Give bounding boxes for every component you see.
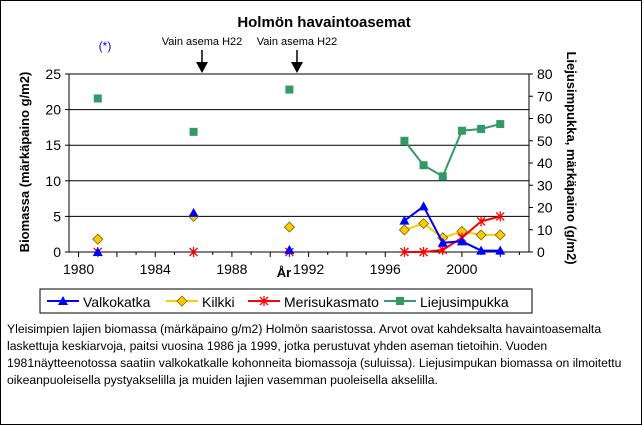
annotation-arrow-1986: [196, 50, 208, 73]
kilkki-point: [495, 230, 505, 240]
right-axis-ticks: [529, 66, 553, 260]
x-tick-label: 1988: [216, 261, 248, 277]
x-tick-label: 2000: [446, 261, 478, 277]
y-axis-label-right: Liejusimpukka, märkäpaino (g/m2): [564, 51, 579, 265]
liejusimpukka-line: [404, 124, 500, 176]
x-tick-label: 1984: [139, 261, 171, 277]
x-tick-label: 1980: [63, 261, 95, 277]
liejusimpukka-point: [400, 137, 408, 145]
kilkki-point: [284, 222, 294, 232]
figure-caption: [7, 321, 633, 389]
kilkki-point: [476, 230, 486, 240]
left-tick-label: 5: [53, 208, 61, 225]
liejusimpukka-point: [439, 172, 447, 180]
valkokatka-point: [419, 201, 429, 210]
right-tick-label: 50: [537, 132, 553, 149]
left-tick-label: 10: [45, 172, 61, 189]
grid-lines: [69, 74, 529, 216]
liejusimpukka-point: [94, 94, 102, 102]
right-tick-label: 70: [537, 88, 553, 105]
x-tick-label: 1996: [369, 261, 401, 277]
liejusimpukka-point: [496, 120, 504, 128]
chart-title: Holmön havaintoasemat: [237, 14, 411, 31]
left-tick-label: 20: [45, 101, 61, 118]
annotation-arrow-1991: [291, 50, 303, 73]
right-tick-label: 60: [537, 110, 553, 127]
right-tick-label: 20: [537, 199, 553, 216]
right-tick-label: 40: [537, 155, 553, 171]
kilkki-point: [93, 234, 103, 244]
legend-label-kilkki: Kilkki: [202, 294, 235, 310]
caption-text: Yleisimpien lajien biomassa (märkäpaino g/m2) Holmön saaristossa. Arvot ovat kahdeksalta havaintoasemalta laskettuja keskiarvoja, paitsi vuosina 1986 ja 1999, jotka perustuvat yhden aseman tietoihin. Vuoden 1981näytteenotossa saatiin valkokatkalle kohonneita biomassoja (suluissa). Liejusimpukan biomassa on ilmoitettu oikeanpuoleisella pystyakselilla ja muiden lajien vasemman puoleisella akselilla.: [7, 322, 622, 387]
legend-label-merisukasmato: Merisukasmato: [284, 294, 379, 310]
annotation-1991: Vain asema H22: [256, 36, 338, 48]
legend-label-valkokatka: Valkokatka: [83, 294, 151, 310]
y-axis-label: Biomassa (märkäpaino g/m2): [17, 71, 32, 253]
series-layer: [93, 86, 506, 257]
series-liejusimpukka: [94, 86, 505, 181]
legend-label-liejusimpukka: Liejusimpukka: [420, 294, 509, 310]
right-tick-label: 0: [537, 244, 545, 260]
x-axis-label: År: [276, 265, 292, 280]
annotation-asterisk: (*): [98, 39, 112, 53]
annotation-1986: Vain asema H22: [161, 36, 243, 48]
kilkki-point: [399, 225, 409, 235]
axes: [69, 74, 529, 252]
x-tick-label: 1992: [293, 261, 325, 277]
left-tick-label: 25: [45, 66, 61, 82]
right-tick-label: 80: [537, 66, 553, 82]
left-axis-ticks: [45, 66, 69, 260]
right-tick-label: 10: [537, 221, 553, 238]
valkokatka-point: [189, 208, 199, 217]
liejusimpukka-point: [285, 86, 293, 94]
left-tick-label: 0: [53, 244, 61, 260]
liejusimpukka-point: [420, 161, 428, 169]
left-tick-label: 15: [45, 137, 61, 154]
liejusimpukka-point: [458, 127, 466, 135]
legend: [40, 289, 532, 313]
liejusimpukka-point: [190, 128, 198, 136]
right-tick-label: 30: [537, 177, 553, 194]
liejusimpukka-point: [477, 125, 485, 133]
